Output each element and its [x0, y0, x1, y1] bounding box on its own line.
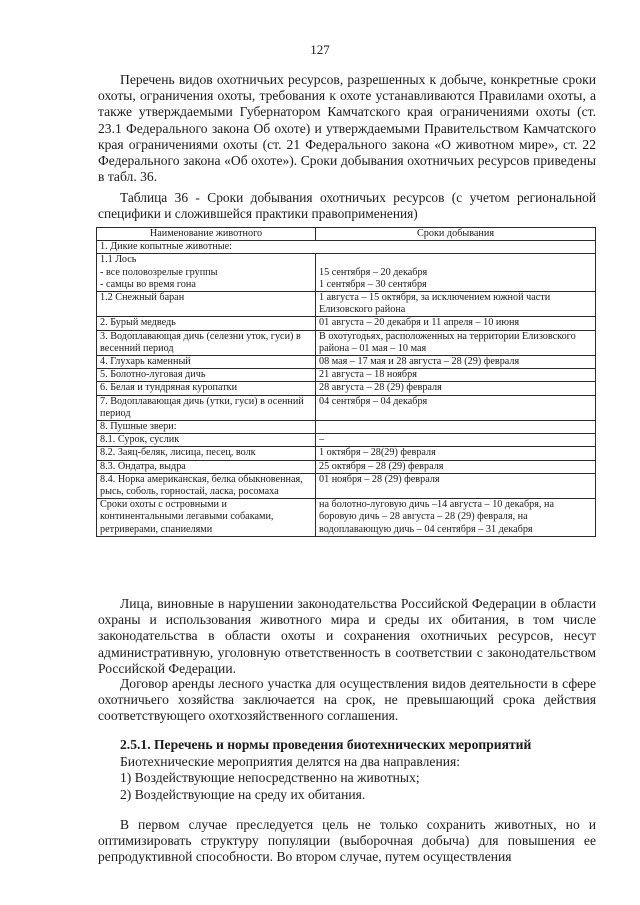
table-body — [97, 241, 596, 537]
table-row — [97, 330, 596, 355]
lease-paragraph: Договор аренды лесного участка для осуществления видов деятельности в сфере охотничьего хозяйства заключается на срок, не превышающий срока действия соответствующего охотхозяйственного соглашения. — [98, 676, 596, 724]
hunting-terms-table — [96, 227, 596, 537]
biotech-item: 1) Воздействующие непосредственно на животных; — [120, 770, 420, 785]
animal-name-cell: 4. Глухарь каменный — [97, 356, 316, 369]
animal-name-cell: 6. Белая и тундряная куропатки — [97, 382, 316, 395]
hunting-term-cell: 01 ноября – 28 (29) февраля — [316, 473, 596, 498]
table-row — [97, 421, 596, 434]
section-heading: 2.5.1. Перечень и нормы проведения биотехнических мероприятий — [120, 737, 532, 752]
animal-name-cell: 8.2. Заяц-беляк, лисица, песец, волк — [97, 447, 316, 460]
hunting-term-cell: В охотугодьях, расположенных на территории Елизовского района – 01 мая – 10 мая — [316, 330, 596, 355]
final-paragraph: В первом случае преследуется цель не только сохранить животных, но и оптимизировать структуру популяции (выборочная добыча) для повышения ее репродуктивной способности. Во втором случае, путем осуществления — [98, 817, 596, 865]
animal-name-cell: 8. Пушные звери: — [97, 421, 316, 434]
animal-name-cell: 2. Бурый медведь — [97, 317, 316, 330]
animal-name-cell: 3. Водоплавающая дичь (селезни уток, гуси) в весенний период — [97, 330, 316, 355]
table-row — [97, 369, 596, 382]
hunting-term-cell: 21 августа – 18 ноября — [316, 369, 596, 382]
table-row — [97, 460, 596, 473]
hunting-term-cell: на болотно-луговую дичь –14 августа – 10 декабря, на боровую дичь – 28 августа – 28 (29) февраля, на водоплавающую дичь – 04 сентября – 31 декабря — [316, 499, 596, 537]
animal-name-cell: 8.1. Сурок, суслик — [97, 434, 316, 447]
hunting-term-cell: 1 августа – 15 октября, за исключением южной части Елизовского района — [316, 292, 596, 317]
hunting-term-cell: 28 августа – 28 (29) февраля — [316, 382, 596, 395]
animal-name-cell: 8.4. Норка американская, белка обыкновенная, рысь, соболь, горностай, ласка, росомаха — [97, 473, 316, 498]
hunting-term-cell: 15 сентября – 20 декабря 1 сентября – 30 сентября — [316, 254, 596, 292]
hunting-term-cell: 25 октября – 28 (29) февраля — [316, 460, 596, 473]
animal-name-cell: 7. Водоплавающая дичь (утки, гуси) в осенний период — [97, 395, 316, 420]
animal-name-cell: 1.2 Снежный баран — [97, 292, 316, 317]
table-row — [97, 317, 596, 330]
animal-name-cell: 5. Болотно-луговая дичь — [97, 369, 316, 382]
table-row — [97, 473, 596, 498]
hunting-term-cell: – — [316, 434, 596, 447]
table-row — [97, 254, 596, 292]
table-row — [97, 499, 596, 537]
biotech-intro: Биотехнические мероприятия делятся на два направления: — [120, 754, 461, 769]
liability-paragraph: Лица, виновные в нарушении законодательства Российской Федерации в области охраны и использования животного мира и среды их обитания, в том числе законодательства в области охоты и сохранения охотничьих ресурсов, несут административную, уголовную ответственность в соответствии с законодательством Российской Федерации. — [98, 596, 596, 676]
animal-name-cell: 1.1 Лось - все половозрелые группы - самцы во время гона — [97, 254, 316, 292]
table-header-row — [97, 228, 596, 241]
page-number: 127 — [310, 42, 330, 57]
header-animal-name: Наименование животного — [97, 228, 316, 241]
table-row — [97, 395, 596, 420]
table-row — [97, 434, 596, 447]
table-row — [97, 382, 596, 395]
row-group-label: 1. Дикие копытные животные: — [97, 241, 596, 254]
hunting-term-cell: 01 августа – 20 декабря и 11 апреля – 10 июня — [316, 317, 596, 330]
hunting-term-cell: 1 октября – 28(29) февраля — [316, 447, 596, 460]
hunting-term-cell: 04 сентября – 04 декабря — [316, 395, 596, 420]
animal-name-cell: 8.3. Ондатра, выдра — [97, 460, 316, 473]
intro-paragraph: Перечень видов охотничьих ресурсов, разрешенных к добыче, конкретные сроки охоты, ограничения охоты, требования к охоте устанавливаются Правилами охоты, а также утверждаемыми Губернатором Камчатского края ограничениями охоты (ст. 23.1 Федерального закона Об охоте) и утверждаемыми Правительством Камчатского края ограничениями охоты (ст. 21 Федерального закона «О животном мире», ст. 22 Федерального закона «Об охоте»). Сроки добывания охотничьих ресурсов приведены в табл. 36. — [98, 72, 596, 185]
biotech-item: 2) Воздействующие на среду их обитания. — [120, 787, 366, 802]
table-row — [97, 447, 596, 460]
hunting-term-cell: 08 мая – 17 мая и 28 августа – 28 (29) февраля — [316, 356, 596, 369]
table-row — [97, 241, 596, 254]
hunting-term-cell — [316, 421, 596, 434]
header-hunting-term: Сроки добывания — [316, 228, 596, 241]
animal-name-cell: Сроки охоты с островными и континентальными легавыми собаками, ретриверами, спаниелями — [97, 499, 316, 537]
table-caption: Таблица 36 - Сроки добывания охотничьих ресурсов (с учетом региональной специфики и сложившейся практики правоприменения) — [98, 190, 596, 221]
table-row — [97, 292, 596, 317]
table-row — [97, 356, 596, 369]
